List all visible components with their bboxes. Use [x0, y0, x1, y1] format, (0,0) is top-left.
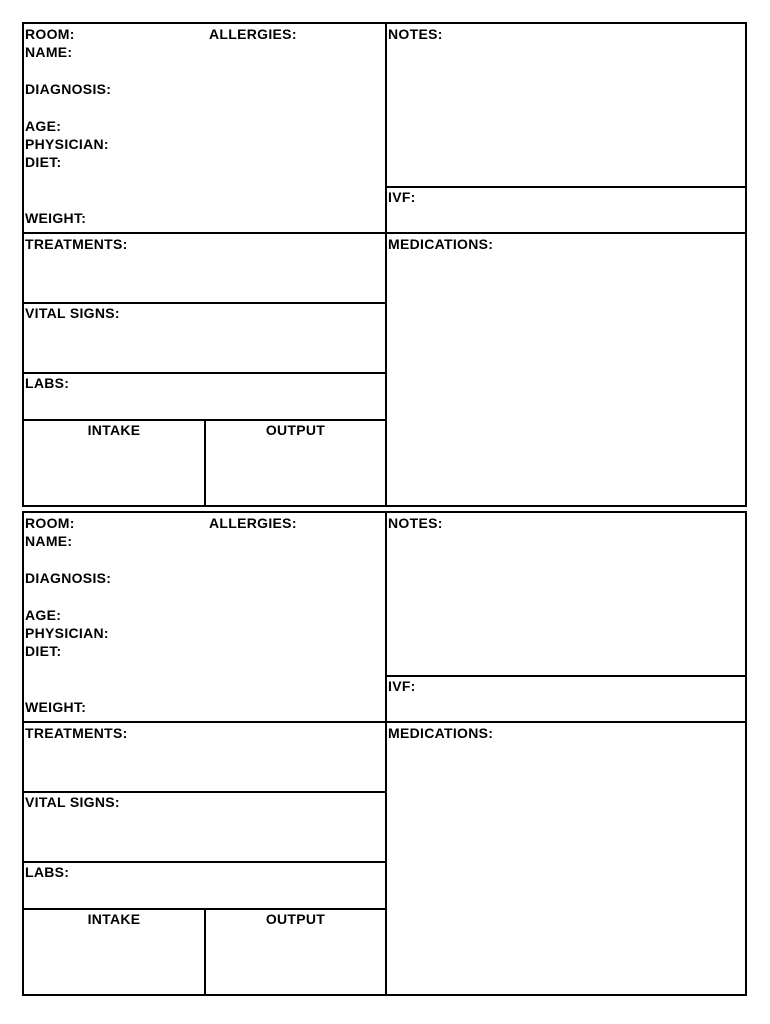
medications-label: MEDICATIONS:	[388, 236, 494, 252]
header-divider	[24, 232, 745, 234]
notes-ivf-divider	[386, 186, 745, 188]
diagnosis-label: DIAGNOSIS:	[25, 81, 112, 97]
intake-label: INTAKE	[87, 911, 141, 927]
diet-label: DIET:	[25, 643, 62, 659]
weight-label: WEIGHT:	[25, 210, 87, 226]
vitals-divider	[24, 372, 385, 374]
ivf-label: IVF:	[388, 189, 416, 205]
notes-ivf-divider	[386, 675, 745, 677]
age-label: AGE:	[25, 118, 62, 134]
physician-label: PHYSICIAN:	[25, 136, 109, 152]
ivf-label: IVF:	[388, 678, 416, 694]
diagnosis-label: DIAGNOSIS:	[25, 570, 112, 586]
column-divider	[385, 24, 387, 505]
vital-signs-label: VITAL SIGNS:	[25, 305, 120, 321]
vitals-divider	[24, 861, 385, 863]
medications-label: MEDICATIONS:	[388, 725, 494, 741]
room-label: ROOM:	[25, 515, 75, 531]
notes-label: NOTES:	[388, 26, 443, 42]
room-label: ROOM:	[25, 26, 75, 42]
age-label: AGE:	[25, 607, 62, 623]
intake-label: INTAKE	[87, 422, 141, 438]
treatments-divider	[24, 791, 385, 793]
column-divider	[385, 513, 387, 994]
name-label: NAME:	[25, 44, 73, 60]
physician-label: PHYSICIAN:	[25, 625, 109, 641]
labs-label: LABS:	[25, 375, 70, 391]
allergies-label: ALLERGIES:	[209, 515, 297, 531]
treatments-label: TREATMENTS:	[25, 236, 128, 252]
vital-signs-label: VITAL SIGNS:	[25, 794, 120, 810]
patient-sheet-1	[22, 22, 747, 507]
treatments-divider	[24, 302, 385, 304]
labs-label: LABS:	[25, 864, 70, 880]
diet-label: DIET:	[25, 154, 62, 170]
patient-sheet-2	[22, 511, 747, 996]
header-divider	[24, 721, 745, 723]
notes-label: NOTES:	[388, 515, 443, 531]
name-label: NAME:	[25, 533, 73, 549]
treatments-label: TREATMENTS:	[25, 725, 128, 741]
allergies-label: ALLERGIES:	[209, 26, 297, 42]
weight-label: WEIGHT:	[25, 699, 87, 715]
output-label: OUTPUT	[265, 911, 326, 927]
output-label: OUTPUT	[265, 422, 326, 438]
